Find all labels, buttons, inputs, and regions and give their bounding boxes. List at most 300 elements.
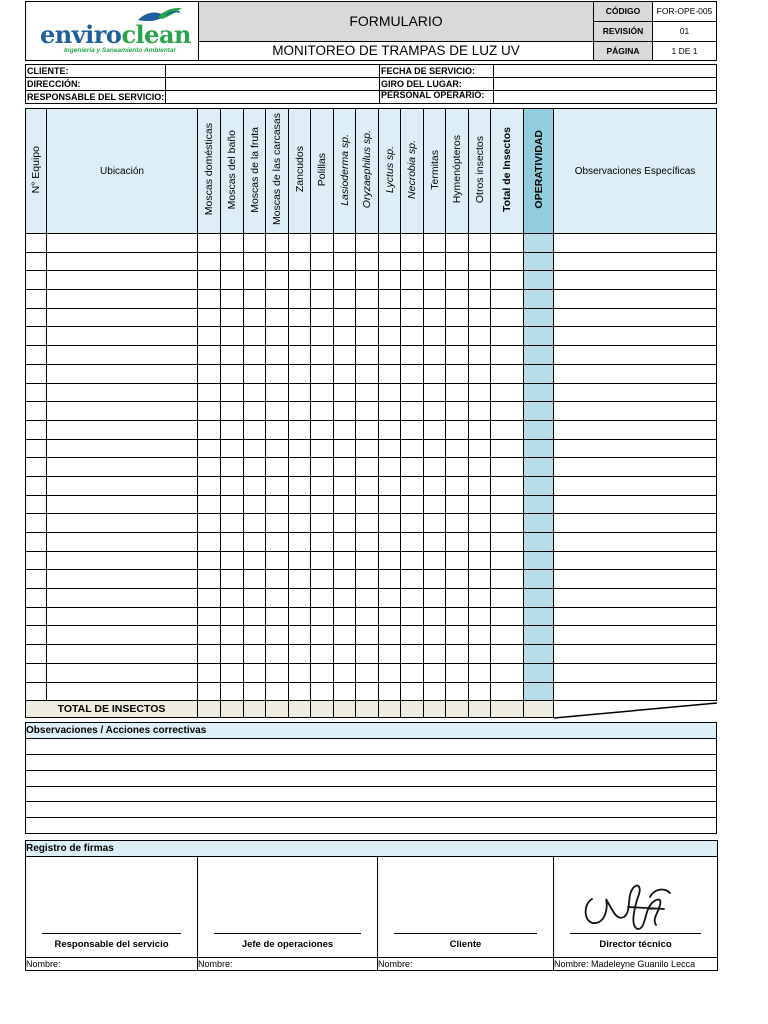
table-cell[interactable] xyxy=(554,271,717,290)
table-cell[interactable] xyxy=(47,364,198,383)
table-cell[interactable] xyxy=(289,663,311,682)
table-cell[interactable] xyxy=(524,476,554,495)
table-cell[interactable] xyxy=(446,551,469,570)
table-cell[interactable] xyxy=(266,589,289,608)
table-cell[interactable] xyxy=(469,234,491,253)
table-cell[interactable] xyxy=(311,514,334,533)
table-cell[interactable] xyxy=(244,495,266,514)
table-cell[interactable] xyxy=(244,533,266,552)
table-cell[interactable] xyxy=(221,495,244,514)
table-cell[interactable] xyxy=(379,682,401,701)
table-cell[interactable] xyxy=(379,439,401,458)
table-cell[interactable] xyxy=(424,234,446,253)
table-cell[interactable] xyxy=(446,682,469,701)
table-cell[interactable] xyxy=(379,252,401,271)
table-cell[interactable] xyxy=(311,346,334,365)
table-cell[interactable] xyxy=(221,439,244,458)
table-cell[interactable] xyxy=(401,383,424,402)
table-cell[interactable] xyxy=(334,607,356,626)
table-cell[interactable] xyxy=(469,458,491,477)
table-cell[interactable] xyxy=(446,290,469,309)
signature-box-cliente[interactable] xyxy=(378,856,554,957)
total-cell[interactable] xyxy=(311,701,334,718)
total-cell[interactable] xyxy=(469,701,491,718)
table-cell[interactable] xyxy=(469,663,491,682)
table-cell[interactable] xyxy=(47,327,198,346)
table-cell[interactable] xyxy=(356,290,379,309)
total-cell[interactable] xyxy=(356,701,379,718)
table-cell[interactable] xyxy=(401,570,424,589)
total-cell[interactable] xyxy=(334,701,356,718)
table-cell[interactable] xyxy=(198,551,221,570)
table-cell[interactable] xyxy=(424,626,446,645)
table-cell[interactable] xyxy=(469,327,491,346)
table-cell[interactable] xyxy=(469,364,491,383)
table-cell[interactable] xyxy=(289,476,311,495)
table-cell[interactable] xyxy=(334,663,356,682)
table-cell[interactable] xyxy=(356,495,379,514)
table-cell[interactable] xyxy=(198,589,221,608)
table-cell[interactable] xyxy=(266,383,289,402)
table-cell[interactable] xyxy=(554,234,717,253)
table-cell[interactable] xyxy=(289,252,311,271)
table-cell[interactable] xyxy=(26,420,47,439)
table-cell[interactable] xyxy=(221,682,244,701)
table-cell[interactable] xyxy=(198,402,221,421)
table-cell[interactable] xyxy=(491,607,524,626)
signature-name[interactable]: Nombre: xyxy=(26,957,198,970)
table-cell[interactable] xyxy=(469,551,491,570)
table-cell[interactable] xyxy=(198,514,221,533)
table-cell[interactable] xyxy=(424,383,446,402)
table-cell[interactable] xyxy=(524,551,554,570)
table-cell[interactable] xyxy=(401,402,424,421)
table-cell[interactable] xyxy=(401,682,424,701)
table-cell[interactable] xyxy=(554,420,717,439)
table-cell[interactable] xyxy=(198,364,221,383)
table-cell[interactable] xyxy=(311,364,334,383)
table-cell[interactable] xyxy=(47,495,198,514)
table-cell[interactable] xyxy=(524,533,554,552)
table-cell[interactable] xyxy=(244,607,266,626)
table-cell[interactable] xyxy=(446,308,469,327)
table-cell[interactable] xyxy=(244,663,266,682)
table-cell[interactable] xyxy=(334,252,356,271)
table-cell[interactable] xyxy=(198,682,221,701)
table-cell[interactable] xyxy=(311,308,334,327)
table-cell[interactable] xyxy=(524,645,554,664)
table-cell[interactable] xyxy=(266,607,289,626)
table-cell[interactable] xyxy=(244,234,266,253)
table-cell[interactable] xyxy=(379,271,401,290)
table-cell[interactable] xyxy=(334,327,356,346)
table-cell[interactable] xyxy=(469,607,491,626)
table-cell[interactable] xyxy=(446,533,469,552)
table-cell[interactable] xyxy=(244,271,266,290)
table-cell[interactable] xyxy=(221,476,244,495)
table-cell[interactable] xyxy=(26,589,47,608)
table-cell[interactable] xyxy=(26,682,47,701)
table-cell[interactable] xyxy=(266,234,289,253)
table-cell[interactable] xyxy=(446,383,469,402)
table-cell[interactable] xyxy=(446,645,469,664)
table-cell[interactable] xyxy=(311,271,334,290)
table-cell[interactable] xyxy=(244,346,266,365)
table-cell[interactable] xyxy=(356,308,379,327)
table-cell[interactable] xyxy=(446,271,469,290)
table-cell[interactable] xyxy=(47,663,198,682)
table-cell[interactable] xyxy=(47,271,198,290)
table-cell[interactable] xyxy=(334,346,356,365)
table-cell[interactable] xyxy=(266,663,289,682)
table-cell[interactable] xyxy=(289,327,311,346)
table-cell[interactable] xyxy=(379,663,401,682)
table-cell[interactable] xyxy=(469,402,491,421)
table-cell[interactable] xyxy=(266,346,289,365)
table-cell[interactable] xyxy=(289,364,311,383)
table-cell[interactable] xyxy=(266,364,289,383)
table-cell[interactable] xyxy=(334,514,356,533)
table-cell[interactable] xyxy=(289,551,311,570)
table-cell[interactable] xyxy=(221,589,244,608)
table-cell[interactable] xyxy=(554,458,717,477)
table-cell[interactable] xyxy=(266,252,289,271)
table-cell[interactable] xyxy=(491,476,524,495)
table-cell[interactable] xyxy=(334,551,356,570)
table-cell[interactable] xyxy=(289,682,311,701)
table-cell[interactable] xyxy=(469,439,491,458)
total-cell[interactable] xyxy=(244,701,266,718)
table-cell[interactable] xyxy=(554,476,717,495)
table-cell[interactable] xyxy=(379,607,401,626)
table-cell[interactable] xyxy=(424,420,446,439)
table-cell[interactable] xyxy=(446,607,469,626)
table-cell[interactable] xyxy=(554,551,717,570)
table-cell[interactable] xyxy=(244,252,266,271)
table-cell[interactable] xyxy=(401,645,424,664)
table-cell[interactable] xyxy=(289,645,311,664)
table-cell[interactable] xyxy=(524,626,554,645)
observation-line[interactable] xyxy=(26,754,717,770)
table-cell[interactable] xyxy=(198,533,221,552)
table-cell[interactable] xyxy=(401,589,424,608)
table-cell[interactable] xyxy=(424,682,446,701)
table-cell[interactable] xyxy=(524,495,554,514)
table-cell[interactable] xyxy=(356,476,379,495)
table-cell[interactable] xyxy=(221,308,244,327)
table-cell[interactable] xyxy=(379,589,401,608)
table-cell[interactable] xyxy=(334,533,356,552)
table-cell[interactable] xyxy=(554,290,717,309)
table-cell[interactable] xyxy=(221,458,244,477)
giro-field[interactable] xyxy=(494,78,717,91)
table-cell[interactable] xyxy=(554,663,717,682)
table-cell[interactable] xyxy=(446,495,469,514)
table-cell[interactable] xyxy=(469,252,491,271)
table-cell[interactable] xyxy=(47,607,198,626)
table-cell[interactable] xyxy=(379,290,401,309)
table-cell[interactable] xyxy=(554,327,717,346)
table-cell[interactable] xyxy=(221,327,244,346)
table-cell[interactable] xyxy=(469,308,491,327)
table-cell[interactable] xyxy=(554,607,717,626)
table-cell[interactable] xyxy=(424,645,446,664)
table-cell[interactable] xyxy=(491,271,524,290)
table-cell[interactable] xyxy=(424,364,446,383)
table-cell[interactable] xyxy=(221,607,244,626)
table-cell[interactable] xyxy=(469,533,491,552)
table-cell[interactable] xyxy=(424,533,446,552)
table-cell[interactable] xyxy=(311,420,334,439)
table-cell[interactable] xyxy=(198,252,221,271)
table-cell[interactable] xyxy=(524,234,554,253)
table-cell[interactable] xyxy=(26,252,47,271)
table-cell[interactable] xyxy=(334,570,356,589)
table-cell[interactable] xyxy=(379,626,401,645)
table-cell[interactable] xyxy=(47,252,198,271)
table-cell[interactable] xyxy=(491,495,524,514)
table-cell[interactable] xyxy=(491,420,524,439)
table-cell[interactable] xyxy=(524,402,554,421)
table-cell[interactable] xyxy=(401,533,424,552)
table-cell[interactable] xyxy=(356,458,379,477)
table-cell[interactable] xyxy=(424,308,446,327)
table-cell[interactable] xyxy=(334,364,356,383)
table-cell[interactable] xyxy=(266,476,289,495)
table-cell[interactable] xyxy=(311,626,334,645)
table-cell[interactable] xyxy=(47,439,198,458)
table-cell[interactable] xyxy=(424,290,446,309)
table-cell[interactable] xyxy=(311,290,334,309)
table-cell[interactable] xyxy=(446,402,469,421)
table-cell[interactable] xyxy=(244,308,266,327)
table-cell[interactable] xyxy=(26,533,47,552)
table-cell[interactable] xyxy=(356,607,379,626)
table-cell[interactable] xyxy=(26,234,47,253)
table-cell[interactable] xyxy=(47,346,198,365)
table-cell[interactable] xyxy=(311,458,334,477)
table-cell[interactable] xyxy=(311,663,334,682)
table-cell[interactable] xyxy=(47,458,198,477)
table-cell[interactable] xyxy=(554,495,717,514)
table-cell[interactable] xyxy=(221,533,244,552)
table-cell[interactable] xyxy=(311,682,334,701)
table-cell[interactable] xyxy=(198,645,221,664)
table-cell[interactable] xyxy=(26,364,47,383)
signature-name[interactable]: Nombre: xyxy=(198,957,378,970)
table-cell[interactable] xyxy=(491,234,524,253)
table-cell[interactable] xyxy=(289,626,311,645)
table-cell[interactable] xyxy=(311,327,334,346)
table-cell[interactable] xyxy=(244,383,266,402)
table-cell[interactable] xyxy=(424,402,446,421)
table-cell[interactable] xyxy=(47,476,198,495)
table-cell[interactable] xyxy=(311,439,334,458)
total-cell[interactable] xyxy=(424,701,446,718)
table-cell[interactable] xyxy=(469,514,491,533)
table-cell[interactable] xyxy=(221,402,244,421)
table-cell[interactable] xyxy=(356,271,379,290)
table-cell[interactable] xyxy=(289,533,311,552)
table-cell[interactable] xyxy=(524,327,554,346)
table-cell[interactable] xyxy=(26,570,47,589)
table-cell[interactable] xyxy=(356,383,379,402)
table-cell[interactable] xyxy=(554,626,717,645)
table-cell[interactable] xyxy=(554,570,717,589)
table-cell[interactable] xyxy=(47,420,198,439)
table-cell[interactable] xyxy=(554,645,717,664)
observation-line[interactable] xyxy=(26,786,717,802)
table-cell[interactable] xyxy=(311,589,334,608)
table-cell[interactable] xyxy=(524,290,554,309)
table-cell[interactable] xyxy=(289,589,311,608)
table-cell[interactable] xyxy=(266,290,289,309)
table-cell[interactable] xyxy=(244,682,266,701)
table-cell[interactable] xyxy=(554,346,717,365)
table-cell[interactable] xyxy=(424,607,446,626)
table-cell[interactable] xyxy=(266,458,289,477)
table-cell[interactable] xyxy=(334,420,356,439)
table-cell[interactable] xyxy=(469,346,491,365)
table-cell[interactable] xyxy=(446,327,469,346)
table-cell[interactable] xyxy=(524,271,554,290)
table-cell[interactable] xyxy=(356,402,379,421)
table-cell[interactable] xyxy=(379,383,401,402)
table-cell[interactable] xyxy=(266,420,289,439)
table-cell[interactable] xyxy=(26,271,47,290)
table-cell[interactable] xyxy=(311,495,334,514)
table-cell[interactable] xyxy=(424,514,446,533)
fecha-field[interactable] xyxy=(494,65,717,78)
table-cell[interactable] xyxy=(491,626,524,645)
table-cell[interactable] xyxy=(221,252,244,271)
table-cell[interactable] xyxy=(401,663,424,682)
table-cell[interactable] xyxy=(356,589,379,608)
table-cell[interactable] xyxy=(334,495,356,514)
table-cell[interactable] xyxy=(311,551,334,570)
personal-field[interactable] xyxy=(494,91,717,104)
table-cell[interactable] xyxy=(491,308,524,327)
table-cell[interactable] xyxy=(401,551,424,570)
table-cell[interactable] xyxy=(244,551,266,570)
table-cell[interactable] xyxy=(379,327,401,346)
table-cell[interactable] xyxy=(491,570,524,589)
table-cell[interactable] xyxy=(334,271,356,290)
table-cell[interactable] xyxy=(491,645,524,664)
table-cell[interactable] xyxy=(289,607,311,626)
table-cell[interactable] xyxy=(198,476,221,495)
table-cell[interactable] xyxy=(334,402,356,421)
table-cell[interactable] xyxy=(469,682,491,701)
table-cell[interactable] xyxy=(424,589,446,608)
table-cell[interactable] xyxy=(554,589,717,608)
table-cell[interactable] xyxy=(469,290,491,309)
table-cell[interactable] xyxy=(26,327,47,346)
table-cell[interactable] xyxy=(221,626,244,645)
table-cell[interactable] xyxy=(244,420,266,439)
table-cell[interactable] xyxy=(424,439,446,458)
table-cell[interactable] xyxy=(47,570,198,589)
table-cell[interactable] xyxy=(289,346,311,365)
table-cell[interactable] xyxy=(266,533,289,552)
table-cell[interactable] xyxy=(356,364,379,383)
table-cell[interactable] xyxy=(356,514,379,533)
table-cell[interactable] xyxy=(311,234,334,253)
table-cell[interactable] xyxy=(424,346,446,365)
table-cell[interactable] xyxy=(491,514,524,533)
table-cell[interactable] xyxy=(356,645,379,664)
total-cell[interactable] xyxy=(289,701,311,718)
table-cell[interactable] xyxy=(554,402,717,421)
signature-box-director[interactable] xyxy=(554,856,718,957)
table-cell[interactable] xyxy=(244,364,266,383)
table-cell[interactable] xyxy=(524,308,554,327)
table-cell[interactable] xyxy=(47,234,198,253)
table-cell[interactable] xyxy=(47,551,198,570)
table-cell[interactable] xyxy=(244,476,266,495)
table-cell[interactable] xyxy=(524,663,554,682)
table-cell[interactable] xyxy=(244,514,266,533)
table-cell[interactable] xyxy=(311,570,334,589)
table-cell[interactable] xyxy=(524,514,554,533)
table-cell[interactable] xyxy=(446,252,469,271)
table-cell[interactable] xyxy=(26,439,47,458)
table-cell[interactable] xyxy=(524,346,554,365)
table-cell[interactable] xyxy=(446,589,469,608)
total-cell[interactable] xyxy=(491,701,524,718)
table-cell[interactable] xyxy=(289,271,311,290)
table-cell[interactable] xyxy=(446,570,469,589)
table-cell[interactable] xyxy=(401,476,424,495)
table-cell[interactable] xyxy=(491,346,524,365)
table-cell[interactable] xyxy=(356,682,379,701)
table-cell[interactable] xyxy=(266,308,289,327)
table-cell[interactable] xyxy=(469,476,491,495)
direccion-field[interactable] xyxy=(166,78,380,91)
table-cell[interactable] xyxy=(401,626,424,645)
table-cell[interactable] xyxy=(244,402,266,421)
table-cell[interactable] xyxy=(356,346,379,365)
table-cell[interactable] xyxy=(401,327,424,346)
table-cell[interactable] xyxy=(554,682,717,701)
table-cell[interactable] xyxy=(221,290,244,309)
table-cell[interactable] xyxy=(356,551,379,570)
table-cell[interactable] xyxy=(266,682,289,701)
table-cell[interactable] xyxy=(554,439,717,458)
table-cell[interactable] xyxy=(524,570,554,589)
table-cell[interactable] xyxy=(47,645,198,664)
table-cell[interactable] xyxy=(446,439,469,458)
table-cell[interactable] xyxy=(379,476,401,495)
table-cell[interactable] xyxy=(244,458,266,477)
table-cell[interactable] xyxy=(401,364,424,383)
table-cell[interactable] xyxy=(244,589,266,608)
table-cell[interactable] xyxy=(424,476,446,495)
table-cell[interactable] xyxy=(424,458,446,477)
signature-name[interactable]: Nombre: xyxy=(378,957,554,970)
table-cell[interactable] xyxy=(266,626,289,645)
table-cell[interactable] xyxy=(198,607,221,626)
table-cell[interactable] xyxy=(356,626,379,645)
observation-line[interactable] xyxy=(26,770,717,786)
table-cell[interactable] xyxy=(47,290,198,309)
table-cell[interactable] xyxy=(491,327,524,346)
table-cell[interactable] xyxy=(401,495,424,514)
table-cell[interactable] xyxy=(221,551,244,570)
table-cell[interactable] xyxy=(469,570,491,589)
table-cell[interactable] xyxy=(379,514,401,533)
observation-line[interactable] xyxy=(26,818,717,834)
